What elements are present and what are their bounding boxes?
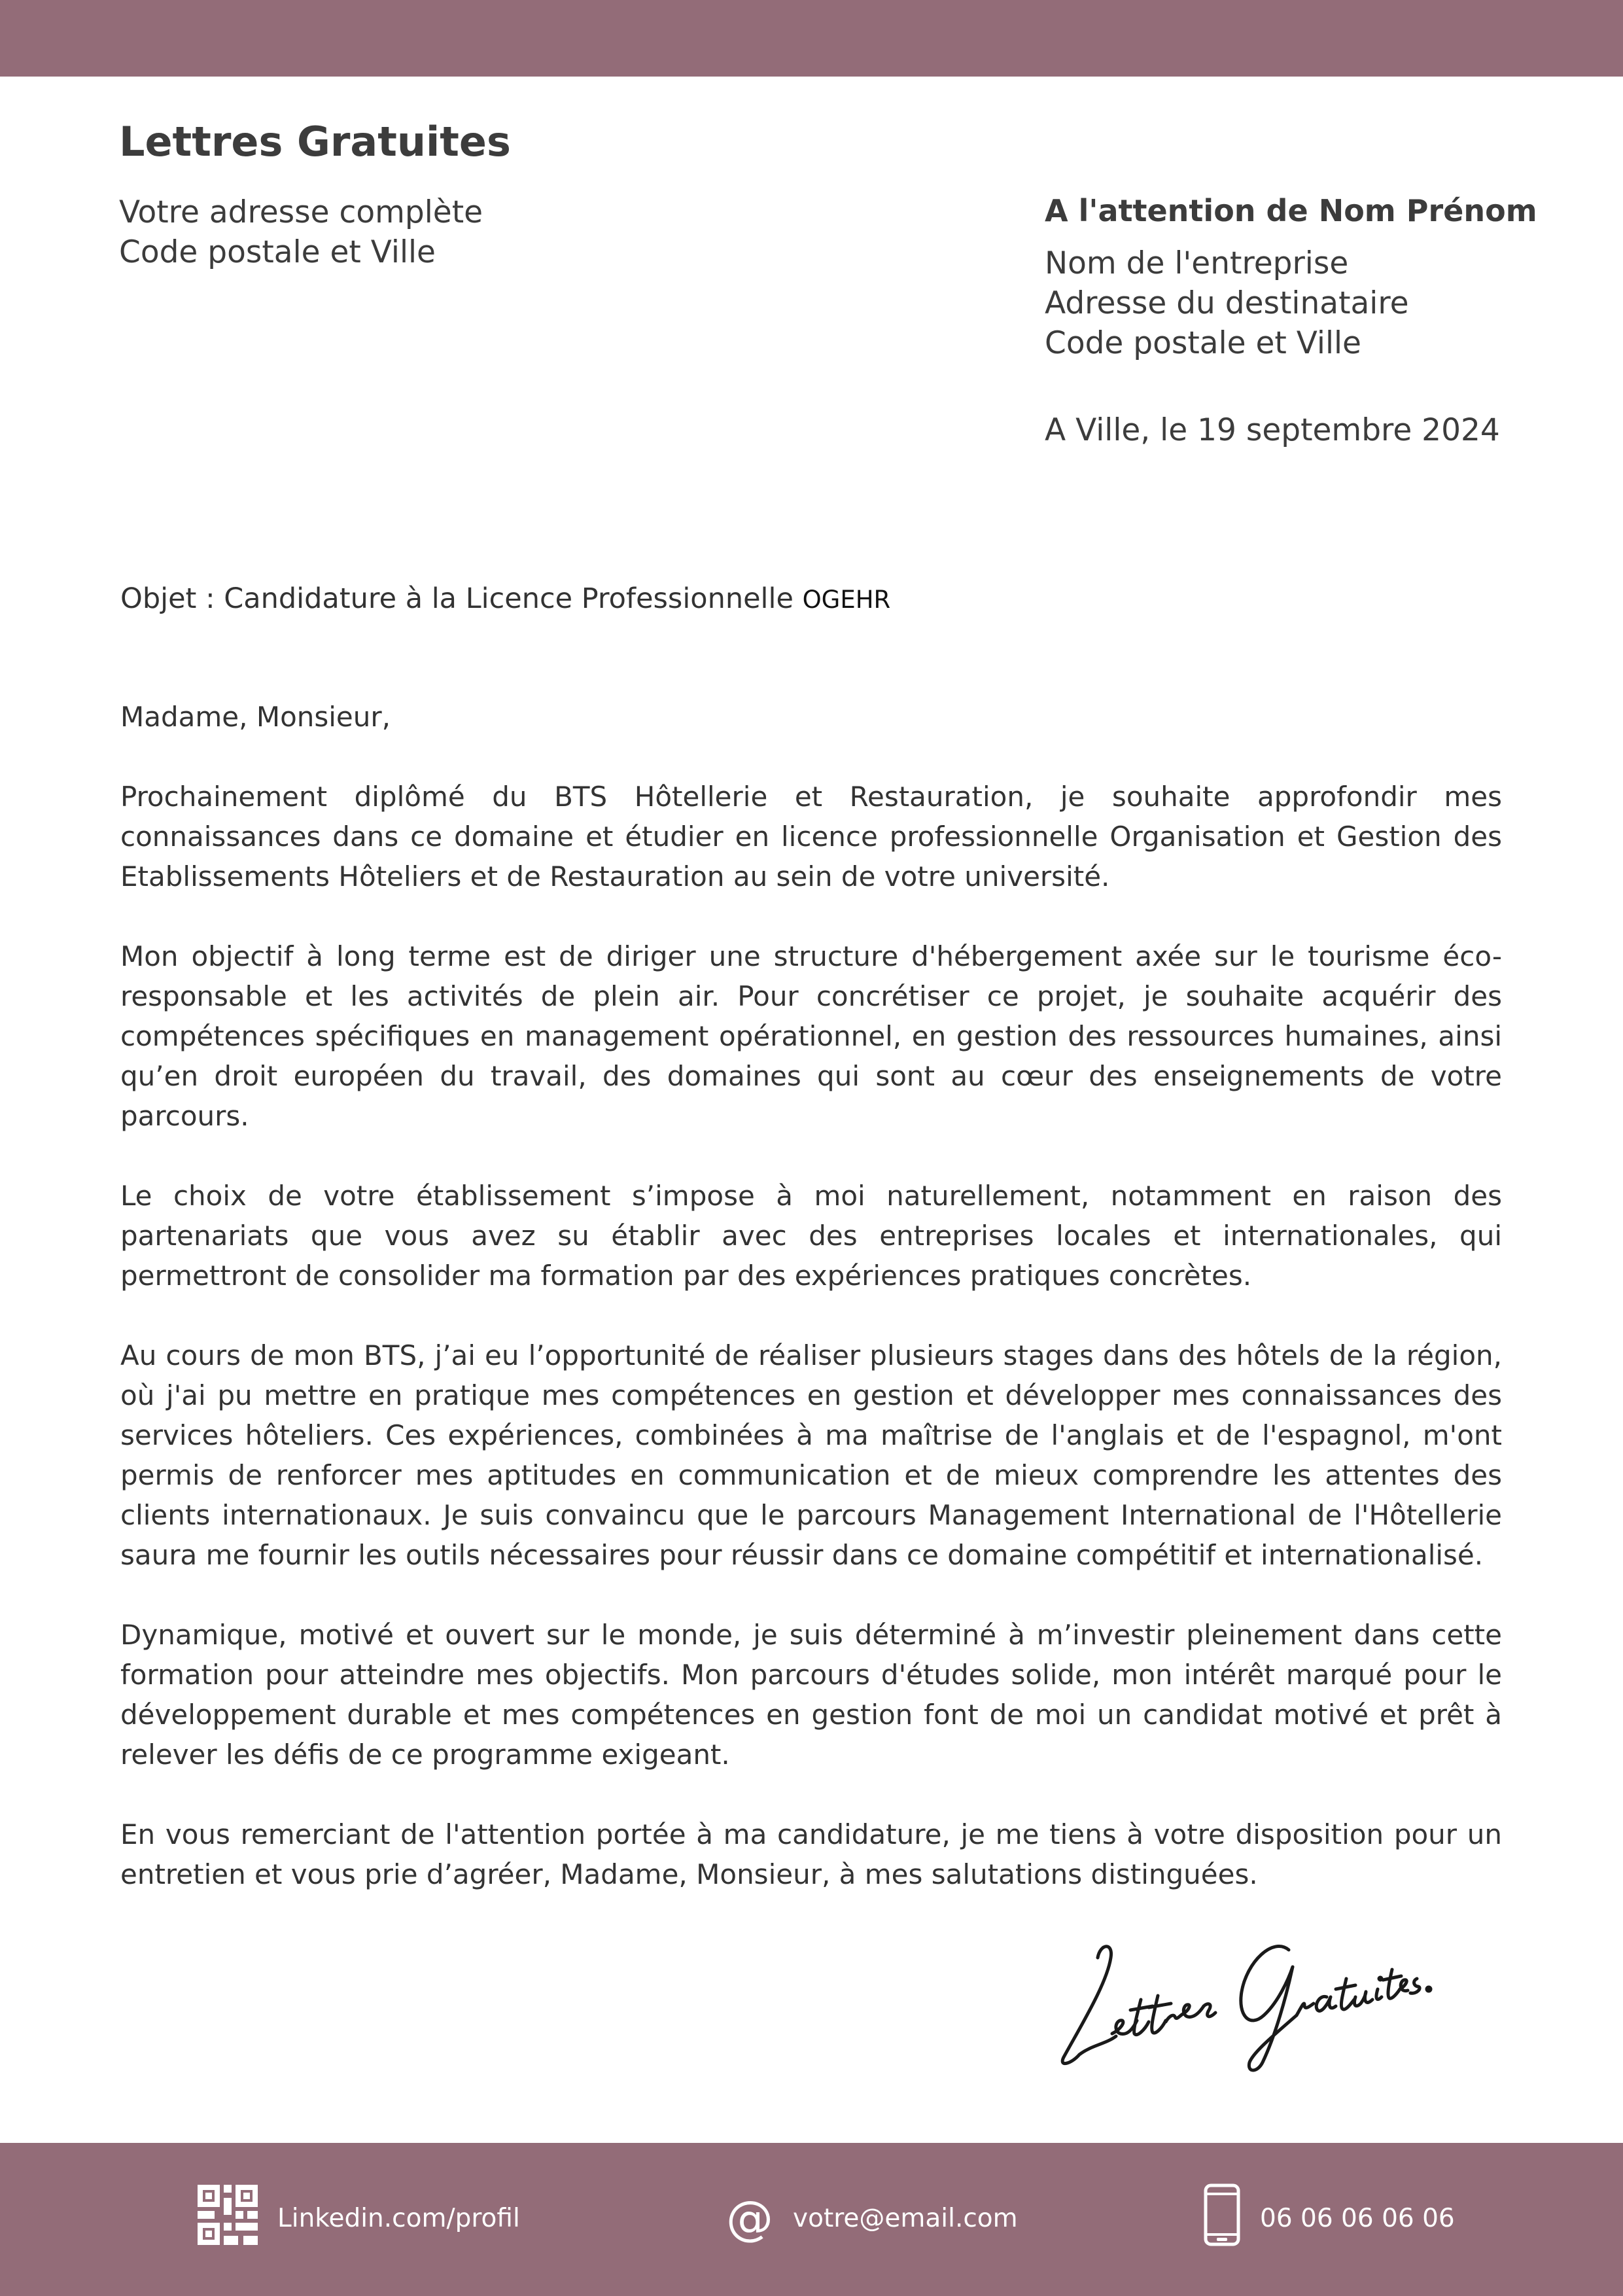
email-text: votre@email.com bbox=[793, 2203, 1018, 2233]
body-paragraph: Au cours de mon BTS, j’ai eu l’opportunité de réaliser plusieurs stages dans des hôtels de la région, où j'ai pu mettre en pratique mes compétences en gestion et développer mes connaissances des services hôteliers. Ces expériences, combinées à ma maîtrise de l'anglais et de l'espagnol, m'ont permis de renforcer mes aptitudes en communication et de mieux comprendre les attentes des clients internationaux. Je suis convaincu que le parcours Management International de l'Hôtellerie saura me fournir les outils nécessaires pour réussir dans ce domaine compétitif et internationalisé. bbox=[120, 1339, 1502, 1571]
recipient-attention: A l'attention de Nom Prénom bbox=[1045, 193, 1537, 228]
sender-address bbox=[119, 192, 483, 272]
recipient-address: Adresse du destinataire bbox=[1045, 285, 1409, 321]
letter-date: A Ville, le 19 septembre 2024 bbox=[1045, 412, 1500, 448]
body-paragraph: Prochainement diplômé du BTS Hôtellerie et Restauration, je souhaite approfondir mes connaissances dans ce domaine et étudier en licence professionnelle Organisation et Gestion des Etablissements Hôteliers et de Restauration au sein de votre université. bbox=[120, 781, 1502, 892]
subject-line bbox=[120, 579, 890, 620]
at-icon: @ bbox=[726, 2191, 773, 2246]
letter-body bbox=[120, 697, 1502, 1934]
footer-phone bbox=[1204, 2185, 1455, 2251]
footer-email bbox=[726, 2185, 1018, 2251]
phone-text: 06 06 06 06 06 bbox=[1260, 2203, 1455, 2233]
linkedin-text: Linkedin.com/profil bbox=[277, 2203, 520, 2233]
recipient-city: Code postale et Ville bbox=[1045, 325, 1361, 361]
body-paragraph: En vous remerciant de l'attention portée à ma candidature, je me tiens à votre disposition pour un entretien et vous prie d’agréer, Madame, Monsieur, à mes salutations distinguées. bbox=[120, 1818, 1502, 1890]
sender-city-line: Code postale et Ville bbox=[119, 234, 436, 270]
body-paragraph: Le choix de votre établissement s’impose à moi naturellement, notamment en raison des partenariats que vous avez su établir avec des entreprises locales et internationales, qui permettront de consolider ma formation par des expériences pratiques concrètes. bbox=[120, 1180, 1502, 1292]
body-paragraph: Mon objectif à long terme est de diriger une structure d'hébergement axée sur le tourisme éco-responsable et les activités de plein air. Pour concrétiser ce projet, je souhaite acquérir des compétences spécifiques en management opérationnel, en gestion des ressources humaines, ainsi qu’en droit européen du travail, des domaines qui sont au cœur des enseignements de votre parcours. bbox=[120, 940, 1502, 1132]
recipient-company: Nom de l'entreprise bbox=[1045, 245, 1349, 281]
greeting: Madame, Monsieur, bbox=[120, 701, 391, 733]
recipient-block bbox=[1045, 191, 1537, 450]
subject-text: Objet : Candidature à la Licence Professionnelle bbox=[120, 582, 803, 615]
smartphone-icon bbox=[1204, 2183, 1240, 2253]
header-band bbox=[0, 0, 1623, 77]
footer-linkedin bbox=[198, 2185, 520, 2251]
handwritten-signature bbox=[1053, 1924, 1433, 2081]
body-paragraph: Dynamique, motivé et ouvert sur le monde, je suis déterminé à m’investir pleinement dans cette formation pour atteindre mes objectifs. Mon parcours d'études solide, mon intérêt marqué pour le développement durable et mes compétences en gestion font de moi un candidat motivé et prêt à relever les défis de ce programme exigeant. bbox=[120, 1619, 1502, 1771]
sender-name: Lettres Gratuites bbox=[119, 118, 511, 166]
qr-code-icon bbox=[198, 2185, 258, 2252]
subject-code: OGEHR bbox=[802, 586, 891, 614]
sender-address-line: Votre adresse complète bbox=[119, 194, 483, 230]
